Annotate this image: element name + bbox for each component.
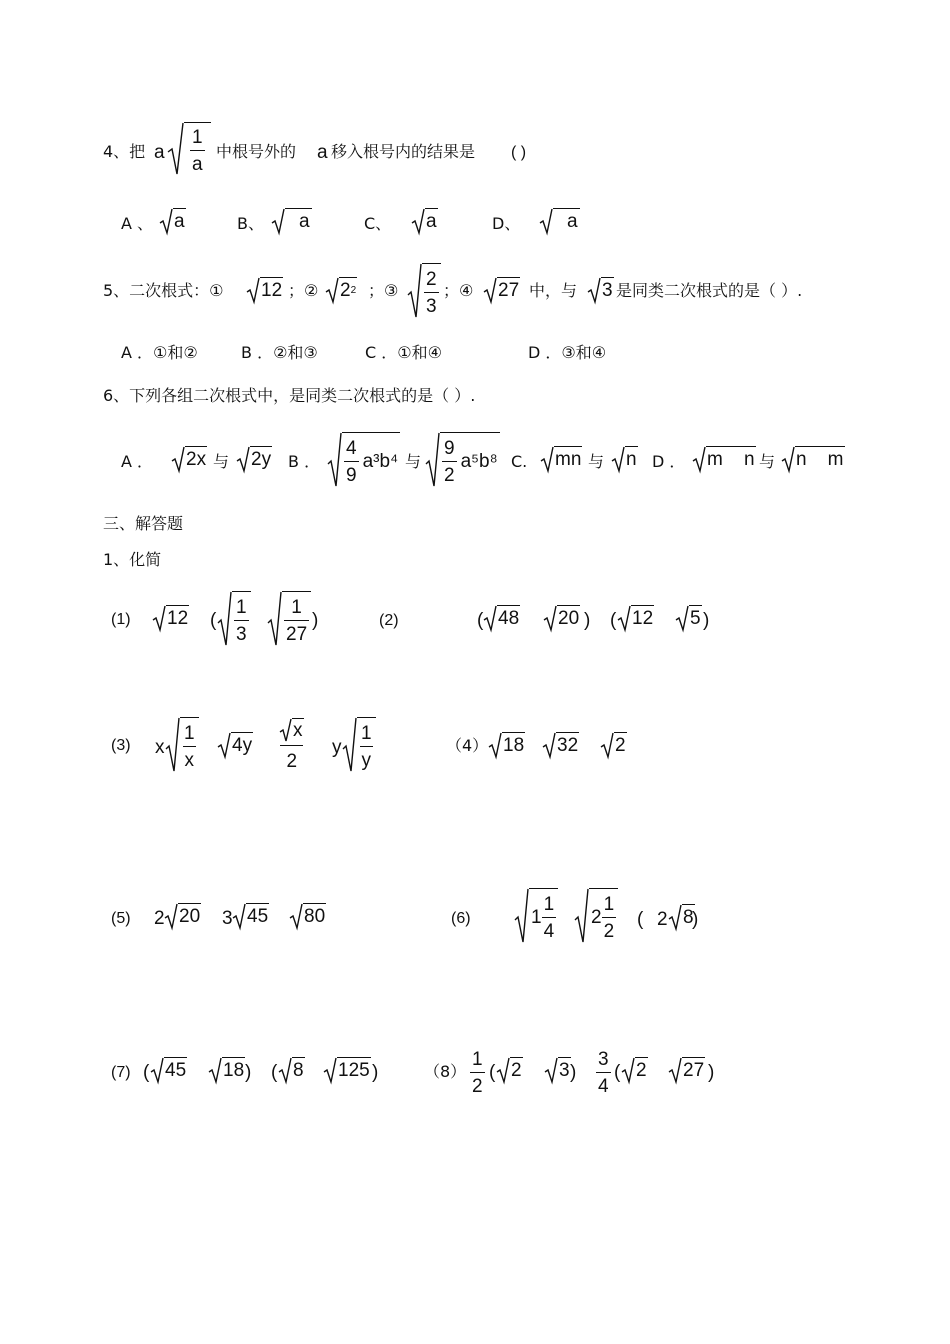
p1-radical-1: 12 [153, 605, 189, 631]
p5-coef-1: 2 [154, 908, 165, 929]
q4-option-a-radical: a [160, 208, 186, 234]
q5-radical-2: 2 2 [326, 277, 357, 303]
q6-option-b-label: B ． [288, 452, 321, 471]
p4-label: （4） [446, 736, 489, 755]
q6-option-d-label: D ． [652, 452, 686, 471]
q4-option-b-radical: a [272, 208, 312, 234]
p8-open-1: ( [489, 1062, 496, 1083]
q4-option-b-label: B、 [237, 214, 264, 233]
p8-radical-4: 27 [669, 1057, 705, 1083]
q4-var2: a [317, 142, 328, 163]
q5-option-b: B ．②和③ [241, 343, 318, 362]
q5-option-a: A ．①和② [121, 343, 198, 362]
p6-radical-1: 1 1 4 [515, 888, 558, 944]
p5-radical-3: 80 [290, 903, 326, 929]
p8-close-1: ) [570, 1062, 577, 1083]
p1-close: ) [312, 610, 319, 631]
p8-open-2: ( [614, 1062, 621, 1083]
p7-radical-1: 45 [151, 1057, 187, 1083]
q5-radical-1: 12 [247, 277, 283, 303]
q5-mid: 中，与 [529, 281, 578, 300]
p6-radical-2: 2 1 2 [575, 888, 618, 944]
q6-b-with: 与 [405, 452, 422, 471]
q6-option-a-label: A ． [121, 452, 154, 471]
p7-close-2: ) [372, 1062, 379, 1083]
p7-radical-3: 8 [279, 1057, 305, 1083]
q4-stem2: 移入根号内的结果是 [331, 142, 476, 161]
p2-radical-2: 20 [544, 605, 580, 631]
p1-label: (1) [111, 611, 131, 628]
q6-label: 6、下列各组二次根式中，是同类二次根式的是（ ）. [103, 386, 476, 405]
q4-stem: 中根号外的 [216, 142, 297, 161]
q5-label: 5、二次根式：① [103, 281, 224, 300]
q6-d-with: 与 [759, 452, 776, 471]
p5-coef-2: 3 [222, 908, 233, 929]
p8-label: （8） [424, 1062, 467, 1081]
p8-radical-2: 3 [545, 1057, 571, 1083]
p6-radical-3: 8 [669, 904, 695, 930]
p7-close-1: ) [245, 1062, 252, 1083]
p8-radical-1: 2 [497, 1057, 523, 1083]
p3-y: y [332, 737, 342, 758]
p5-label: (5) [111, 910, 131, 927]
q4-option-d-radical: a [540, 208, 580, 234]
p7-label: (7) [111, 1064, 131, 1081]
p7-radical-4: 125 [324, 1057, 371, 1083]
q6-c-radical-1: mn [541, 446, 582, 472]
q6-option-c-label: C. [511, 452, 528, 471]
q5-sep-2: ；③ [368, 281, 399, 300]
p2-close-1: ) [584, 610, 591, 631]
p2-close-2: ) [703, 610, 710, 631]
p6-label: (6) [451, 910, 471, 927]
q6-c-with: 与 [588, 452, 605, 471]
q4-option-c-label: C、 [364, 214, 392, 233]
q4-option-a-label: A 、 [121, 214, 154, 233]
q4-var: a [154, 142, 165, 163]
q5-tail: 是同类二次根式的是（ ）. [616, 281, 803, 300]
section-3-subtitle: 1、化简 [103, 550, 162, 569]
q6-d-radical-2: n m [782, 446, 845, 472]
q6-d-radical-1: m n [693, 446, 756, 472]
p2-open-1: ( [477, 610, 484, 631]
p5-radical-1: 20 [165, 903, 201, 929]
p3-radical-3: 1 y [343, 717, 376, 773]
p6-close: ) [692, 909, 699, 930]
q5-radical-5: 3 [588, 277, 614, 303]
p3-radical-1: 1 x [166, 717, 199, 773]
q6-b-radical-2: 9 2 a⁵b⁸ [426, 432, 500, 488]
section-3-title: 三、解答题 [103, 514, 184, 533]
q4-answer-paren: ( ) [511, 144, 527, 161]
q6-b-radical-1: 4 9 a³b⁴ [328, 432, 400, 488]
p4-radical-3: 2 [601, 732, 627, 758]
p8-radical-3: 2 [622, 1057, 648, 1083]
p7-radical-2: 18 [209, 1057, 245, 1083]
p4-radical-2: 32 [543, 732, 579, 758]
q6-c-radical-2: n [612, 446, 638, 472]
q4-option-c-radical: a [412, 208, 438, 234]
q5-radical-3: 2 3 [408, 263, 441, 319]
p3-x: x [155, 737, 165, 758]
q5-sep-3: ；④ [443, 281, 474, 300]
q5-option-d: D ．③和④ [528, 343, 607, 362]
p6-coef: 2 [657, 909, 668, 930]
q4-fraction: 1 a [192, 126, 203, 175]
p8-close-2: ) [708, 1062, 715, 1083]
q6-a-radical-2: 2y [237, 446, 272, 472]
q5-radical-4: 27 [484, 277, 520, 303]
p6-open: ( [637, 909, 644, 930]
q4-radical [168, 122, 211, 176]
p3-label: (3) [111, 737, 131, 754]
p2-open-2: ( [610, 610, 617, 631]
q6-a-with: 与 [213, 452, 230, 471]
q4-option-d-label: D、 [492, 214, 521, 233]
q5-sep-1: ；② [288, 281, 319, 300]
p3-radical-2: 4y [218, 732, 253, 758]
p2-radical-3: 12 [618, 605, 654, 631]
p2-label: (2) [379, 612, 399, 629]
p2-radical-4: 5 [676, 605, 702, 631]
q6-a-radical-1: 2x [172, 446, 207, 472]
p2-radical-1: 48 [484, 605, 520, 631]
p7-open-2: ( [271, 1062, 278, 1083]
q5-option-c: C ．①和④ [365, 343, 442, 362]
p1-open: ( [210, 610, 217, 631]
p1-radical-2: 1 3 [218, 591, 251, 647]
p8-fraction-2: 3 4 [598, 1049, 609, 1097]
p3-fraction: x 2 [278, 718, 306, 771]
q4-label: 4、把 [103, 142, 146, 161]
p5-radical-2: 45 [233, 903, 269, 929]
p4-radical-1: 18 [489, 732, 525, 758]
p7-open-1: ( [143, 1062, 150, 1083]
p8-fraction-1: 1 2 [472, 1049, 483, 1097]
p1-radical-3: 1 27 [268, 591, 311, 647]
